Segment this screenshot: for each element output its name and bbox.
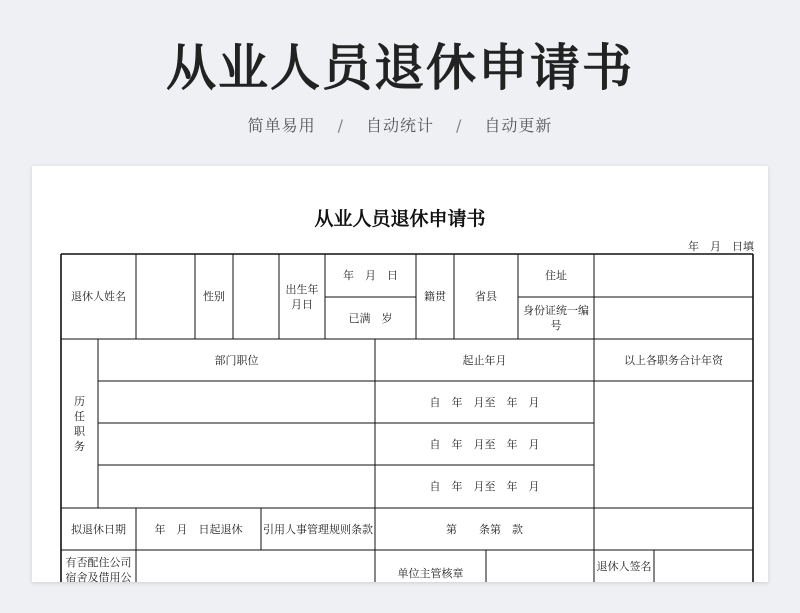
total-seniority-header: 以上各职务合计年资	[624, 353, 723, 367]
dept-position-input[interactable]	[98, 423, 375, 465]
dept-position-input[interactable]	[98, 465, 375, 508]
separator: /	[456, 116, 463, 135]
id-number-input[interactable]	[594, 297, 753, 339]
dept-position-input[interactable]	[98, 381, 375, 423]
province-county-value[interactable]: 省县	[475, 290, 497, 303]
banner-title: 从业人员退休申请书	[166, 39, 634, 97]
housing-label	[61, 555, 136, 582]
gender-input[interactable]	[233, 254, 279, 339]
origin-label: 籍贯	[424, 290, 446, 303]
period-value[interactable]: 自 年 月至 年 月	[429, 480, 540, 493]
housing-label-line: 宿舍及借用公	[65, 571, 132, 582]
feature-easy: 简单易用	[247, 116, 316, 135]
fill-date: 年 月 日填	[688, 240, 754, 253]
feature-auto-update: 自动更新	[484, 116, 553, 135]
address-label: 住址	[545, 269, 567, 282]
feature-auto-stats: 自动统计	[365, 116, 434, 135]
period-value[interactable]: 自 年 月至 年 月	[429, 395, 540, 409]
dept-position-header: 部门职位	[214, 353, 259, 367]
birth-date-value[interactable]: 年 月 日	[343, 269, 398, 282]
feature-tagline	[0, 113, 800, 136]
job-history-char: 任	[74, 409, 85, 423]
retire-date-label: 拟退休日期	[71, 522, 126, 536]
retiree-name-label: 退休人姓名	[71, 290, 126, 303]
signature-label: 退休人签名	[596, 559, 652, 573]
gender-label: 性别	[203, 290, 225, 303]
job-history-label	[61, 339, 98, 508]
retire-row-extra-input[interactable]	[594, 508, 753, 550]
age-value[interactable]: 已满 岁	[348, 311, 393, 325]
period-header: 起止年月	[462, 353, 507, 367]
total-seniority-input[interactable]	[594, 381, 753, 508]
form-title: 从业人员退休申请书	[314, 208, 486, 230]
retire-date-value[interactable]: 年 月 日起退休	[154, 522, 243, 536]
housing-label-line: 有否配住公司	[65, 556, 132, 569]
form-sheet	[32, 166, 768, 582]
period-value[interactable]: 自 年 月至 年 月	[429, 437, 540, 451]
job-history-char: 历	[74, 394, 85, 408]
rule-reference-label: 引用人事管理规则条款	[263, 522, 373, 536]
separator: /	[337, 116, 344, 135]
job-history-char: 职	[74, 424, 85, 438]
dept-seal-label: 单位主管核章	[397, 567, 464, 580]
address-input[interactable]	[594, 254, 753, 297]
rule-clause-value[interactable]: 第 条第 款	[446, 522, 523, 536]
id-number-label: 身份证统一编号	[523, 304, 589, 332]
retiree-name-input[interactable]	[136, 254, 195, 339]
form-table	[32, 166, 768, 582]
signature-input[interactable]	[654, 550, 753, 582]
job-history-char: 务	[74, 439, 85, 453]
birth-date-label: 出生年月日	[285, 282, 319, 311]
